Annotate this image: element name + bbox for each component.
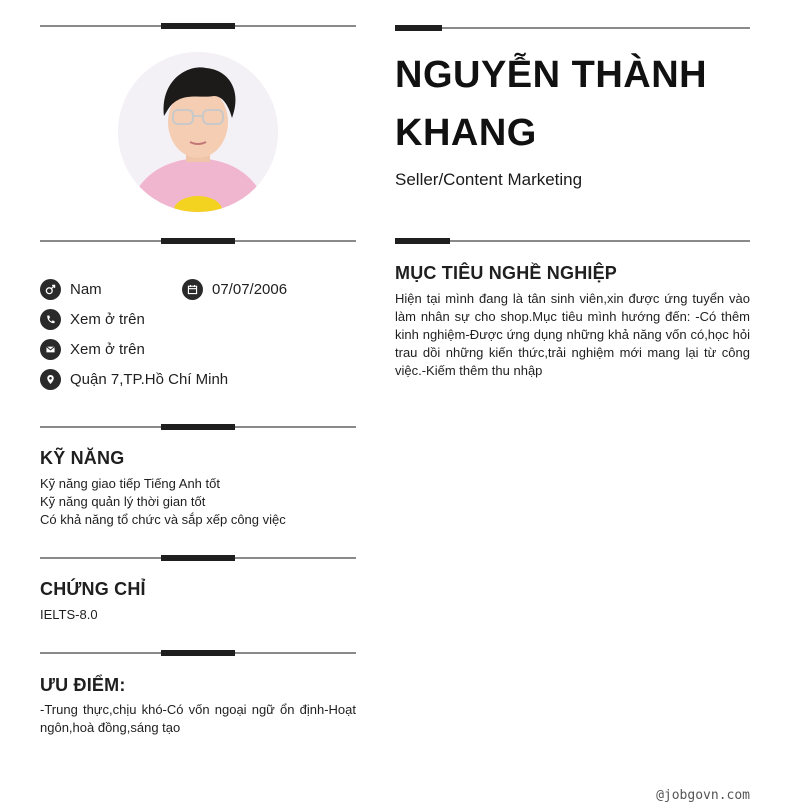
watermark: @jobgovn.com	[656, 788, 750, 803]
objective-title: MỤC TIÊU NGHỀ NGHIỆP	[395, 263, 618, 283]
gender-value: Nam	[70, 281, 102, 298]
birthday-value: 07/07/2006	[212, 281, 288, 298]
gender-icon	[40, 279, 61, 300]
contact-gender	[40, 279, 102, 300]
location-pin-icon	[40, 369, 61, 390]
divider-objective	[395, 240, 750, 242]
full-name: NGUYỄN THÀNH KHANG	[395, 54, 708, 154]
skill-item: Kỹ năng quản lý thời gian tốt	[40, 494, 206, 509]
divider-top-left	[40, 25, 356, 27]
divider-strengths	[40, 652, 356, 654]
strengths-text: -Trung thực,chịu khó-Có vốn ngoại ngữ ổn định-Hoạt ngôn,hoà đồng,sáng tạo	[40, 702, 356, 735]
profile-photo	[118, 52, 278, 212]
certificates-title: CHỨNG CHỈ	[40, 579, 146, 599]
skill-item: Có khả năng tổ chức và sắp xếp công việc	[40, 512, 286, 527]
phone-value: Xem ở trên	[70, 311, 145, 328]
calendar-icon	[182, 279, 203, 300]
contact-phone	[40, 309, 145, 330]
contact-email	[40, 339, 145, 360]
job-title: Seller/Content Marketing	[395, 170, 583, 189]
skills-list	[40, 475, 356, 529]
skills-title: KỸ NĂNG	[40, 448, 125, 468]
objective-text: Hiện tại mình đang là tân sinh viên,xin được ứng tuyển vào làm nhân sự cho shop.Mục tiêu mình hướng đến: -Có thêm kinh nghiệm-Được ứng dụng những khả năng vốn có,học hỏi trau dồi những kiến thức,trải nghiệm mới mang lại từ công việc.-Kiếm thêm thu nhập	[395, 291, 750, 378]
divider-under-photo	[40, 240, 356, 242]
strengths-title: ƯU ĐIỂM:	[40, 675, 126, 695]
skill-item: Kỹ năng giao tiếp Tiếng Anh tốt	[40, 476, 220, 491]
divider-certificates	[40, 557, 356, 559]
address-value: Quận 7,TP.Hồ Chí Minh	[70, 371, 229, 388]
envelope-icon	[40, 339, 61, 360]
phone-icon	[40, 309, 61, 330]
contact-birthday	[182, 279, 287, 300]
divider-top-right	[395, 27, 750, 29]
contact-address	[40, 369, 228, 390]
email-value: Xem ở trên	[70, 341, 145, 358]
certificate-item: IELTS-8.0	[40, 607, 98, 622]
divider-skills	[40, 426, 356, 428]
